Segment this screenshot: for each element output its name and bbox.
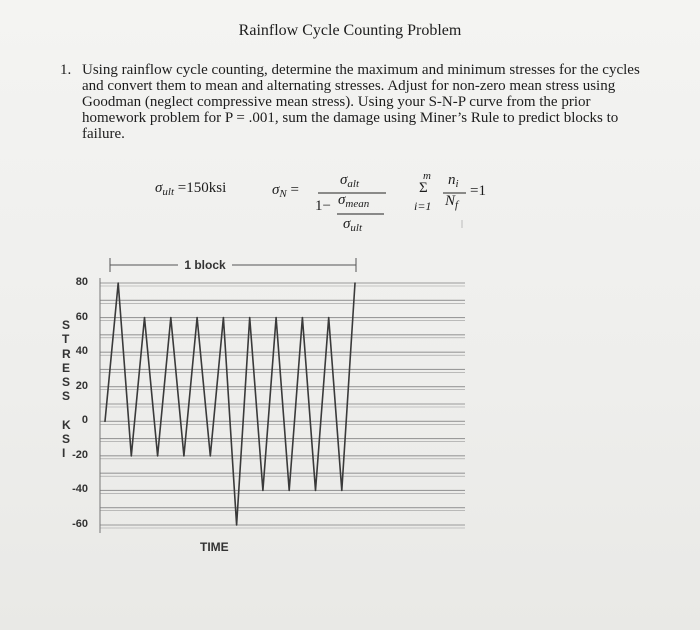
y-axis-title-letter: S: [62, 389, 71, 403]
miner-num-sub: i: [455, 178, 459, 190]
ult-sigma-den: σ: [343, 216, 351, 232]
y-tick-label: 60: [75, 310, 88, 323]
y-axis-title-letter: E: [62, 361, 71, 375]
goodman-equals: =: [290, 182, 299, 198]
stress-point: [236, 524, 238, 526]
stress-point: [315, 490, 317, 492]
ult-value: =150ksi: [177, 180, 227, 196]
stress-point: [117, 282, 119, 284]
stress-point: [328, 317, 330, 319]
x-axis-label: TIME: [200, 540, 229, 554]
y-tick-label: -40: [72, 483, 88, 496]
page-title: Rainflow Cycle Counting Problem: [238, 22, 462, 39]
miner-numerator: n: [448, 172, 456, 188]
stress-point: [196, 317, 198, 319]
y-tick-label: 20: [75, 379, 88, 392]
ult-den-subscript: ult: [350, 222, 363, 234]
sigma-symbol: σ: [155, 180, 163, 196]
y-axis-title-letter: S: [62, 375, 71, 389]
y-axis-title-letter: T: [62, 332, 70, 346]
alt-subscript: alt: [347, 178, 360, 190]
y-tick-label: 0: [81, 414, 88, 427]
miner-denominator: N: [445, 193, 456, 209]
mean-subscript: mean: [345, 198, 370, 210]
den-prefix: 1−: [315, 198, 331, 214]
y-axis-title-letter: R: [62, 347, 71, 361]
block-label: 1 block: [184, 258, 226, 272]
sum-lower: i=1: [414, 199, 432, 213]
stress-point: [223, 317, 225, 319]
stress-point: [262, 490, 264, 492]
sum-upper: m: [423, 170, 431, 182]
y-axis-title-letter: K: [62, 418, 71, 432]
stress-point: [210, 455, 212, 457]
problem-text: Using rainflow cycle counting, determine the maximum and minimum stresses for the cycles and convert them to mean and alternating stresses. Adjust for non-zero mean stress using Goodman (neglect compressive mean stress). Using your S-N-P curve from the prior homework problem for P = .001, sum the damage using Miner’s Rule to predict blocks to failure.: [82, 62, 640, 142]
y-axis-title-letter: S: [62, 432, 71, 446]
stress-point: [249, 317, 251, 319]
y-axis-title-letter: S: [62, 318, 71, 332]
stress-point: [341, 490, 343, 492]
y-tick-label: -20: [72, 448, 88, 461]
sigma-n-symbol: σ: [272, 182, 280, 198]
alt-sigma: σ: [340, 172, 348, 188]
y-tick-label: 80: [75, 276, 88, 288]
stress-point: [144, 317, 146, 319]
stress-point: [288, 490, 290, 492]
sigma-n-subscript: N: [279, 188, 287, 200]
mean-sigma: σ: [338, 192, 346, 208]
miner-den-sub: f: [455, 199, 459, 211]
stress-point: [183, 455, 185, 457]
y-tick-label: 40: [75, 345, 88, 358]
stress-point: [157, 455, 159, 457]
stress-point: [131, 455, 133, 457]
y-axis-title-letter: I: [62, 446, 66, 460]
stress-point: [104, 421, 106, 423]
stress-point: [170, 317, 172, 319]
stress-point: [354, 282, 356, 284]
miner-rhs: =1: [470, 183, 486, 199]
problem-number: 1.: [60, 62, 72, 78]
ult-subscript: ult: [162, 186, 175, 198]
stress-point: [302, 317, 304, 319]
sum-symbol: Σ: [419, 180, 428, 196]
stress-point: [275, 317, 277, 319]
y-tick-label: -60: [72, 518, 88, 530]
